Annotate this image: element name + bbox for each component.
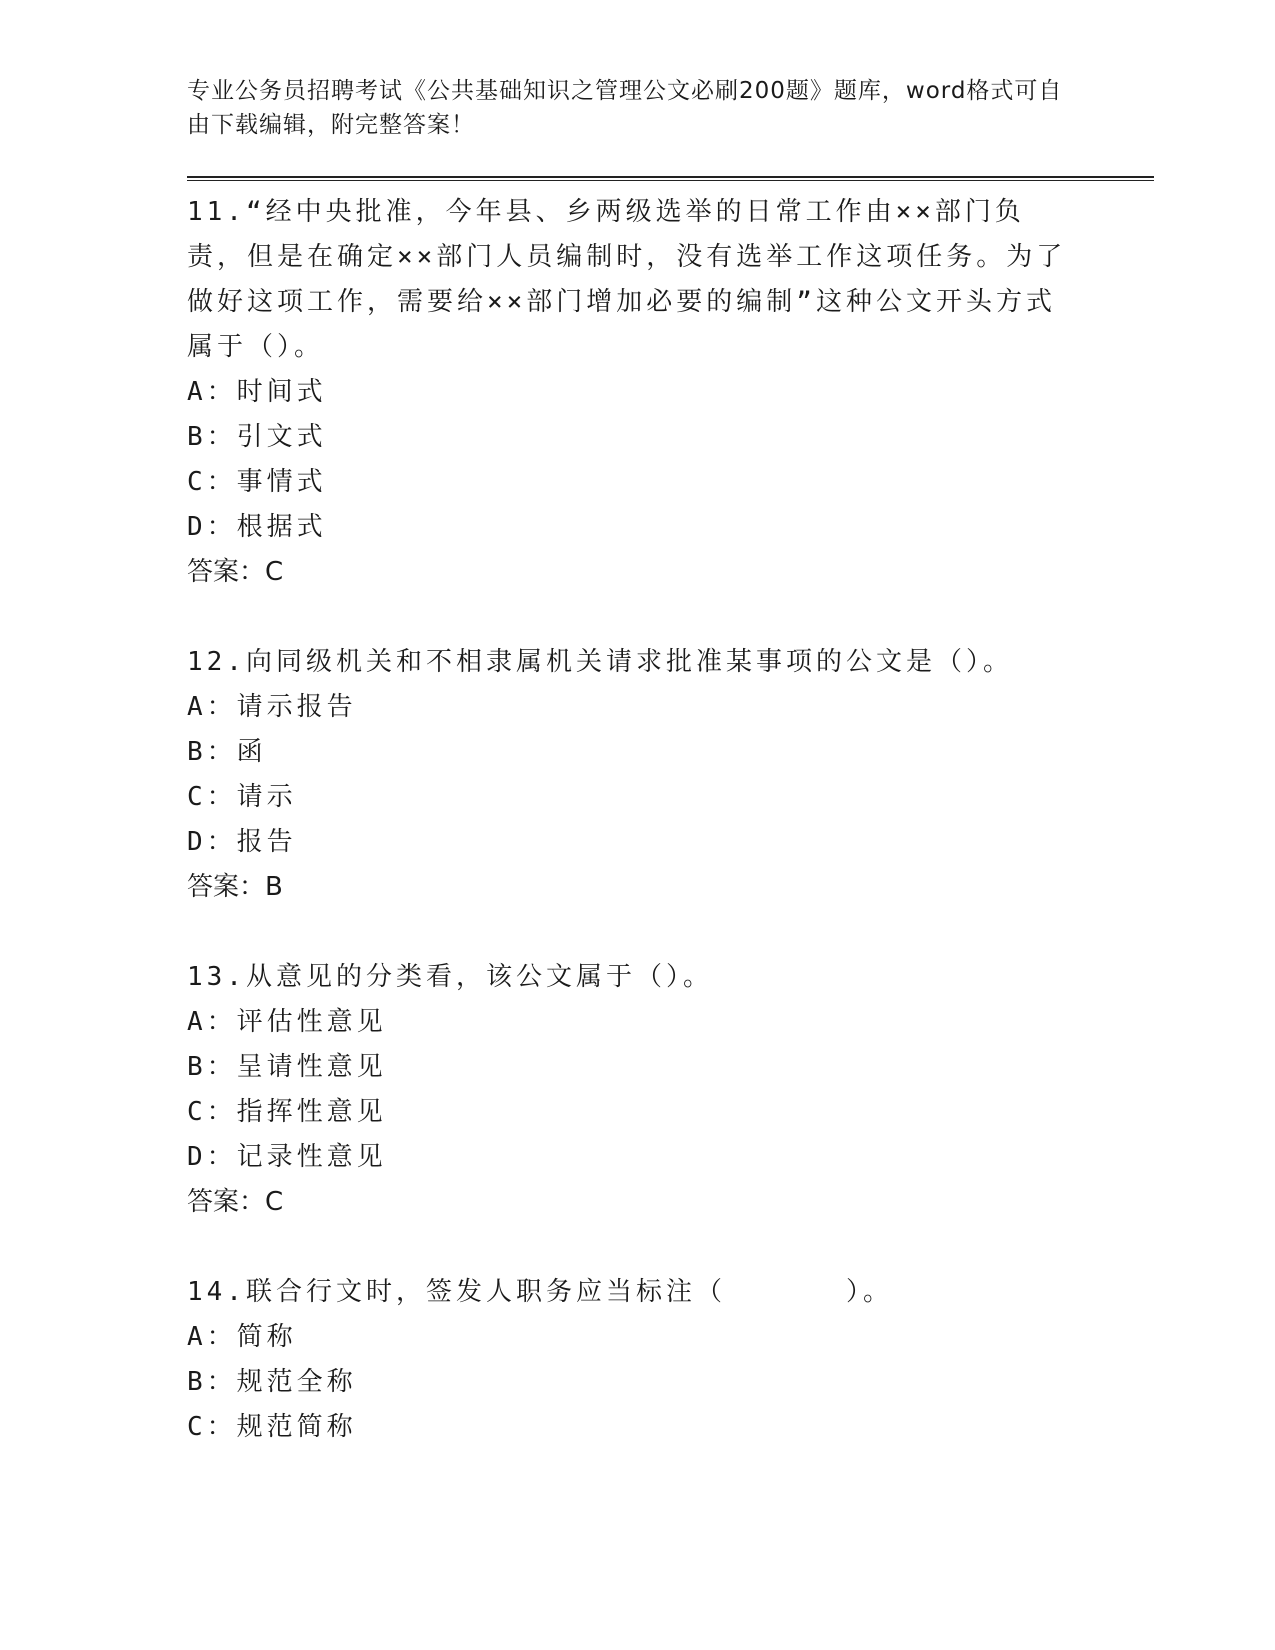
option-c: C：事情式 — [187, 467, 327, 497]
answer: 答案：C — [187, 557, 284, 587]
option-b: B：函 — [187, 737, 267, 767]
question-stem: 13.从意见的分类看，该公文属于（）。 — [187, 962, 713, 992]
option-b: B：引文式 — [187, 422, 327, 452]
question-list — [187, 190, 1067, 1495]
option-c: C：指挥性意见 — [187, 1097, 387, 1127]
document-header — [187, 74, 1067, 142]
question-stem: 12.向同级机关和不相隶属机关请求批准某事项的公文是（）。 — [187, 647, 1013, 677]
option-b: B：规范全称 — [187, 1367, 357, 1397]
option-a: A：请示报告 — [187, 692, 357, 722]
option-c: C：请示 — [187, 782, 297, 812]
option-d: D：根据式 — [187, 512, 327, 542]
option-b: B：呈请性意见 — [187, 1052, 387, 1082]
question-13 — [187, 955, 1067, 1225]
question-14 — [187, 1270, 1067, 1450]
option-a: A：评估性意见 — [187, 1007, 387, 1037]
question-stem: 14.联合行文时，签发人职务应当标注（ ）。 — [187, 1277, 893, 1307]
answer: 答案：B — [187, 872, 283, 902]
option-a: A：简称 — [187, 1322, 297, 1352]
option-d: D：记录性意见 — [187, 1142, 387, 1172]
header-divider — [187, 176, 1154, 181]
question-stem: 11.“经中央批准，今年县、乡两级选举的日常工作由××部门负责，但是在确定××部门人员编制时，没有选举工作这项任务。为了做好这项工作，需要给××部门增加必要的编制”这种公文开头方式属于（）。 — [187, 197, 1067, 362]
option-a: A：时间式 — [187, 377, 327, 407]
question-12 — [187, 640, 1067, 910]
option-c: C：规范简称 — [187, 1412, 357, 1442]
answer: 答案：C — [187, 1187, 284, 1217]
document-title: 专业公务员招聘考试《公共基础知识之管理公文必刷200题》题库，word格式可自由下载编辑，附完整答案！ — [187, 78, 1063, 138]
question-11 — [187, 190, 1067, 595]
option-d: D：报告 — [187, 827, 297, 857]
